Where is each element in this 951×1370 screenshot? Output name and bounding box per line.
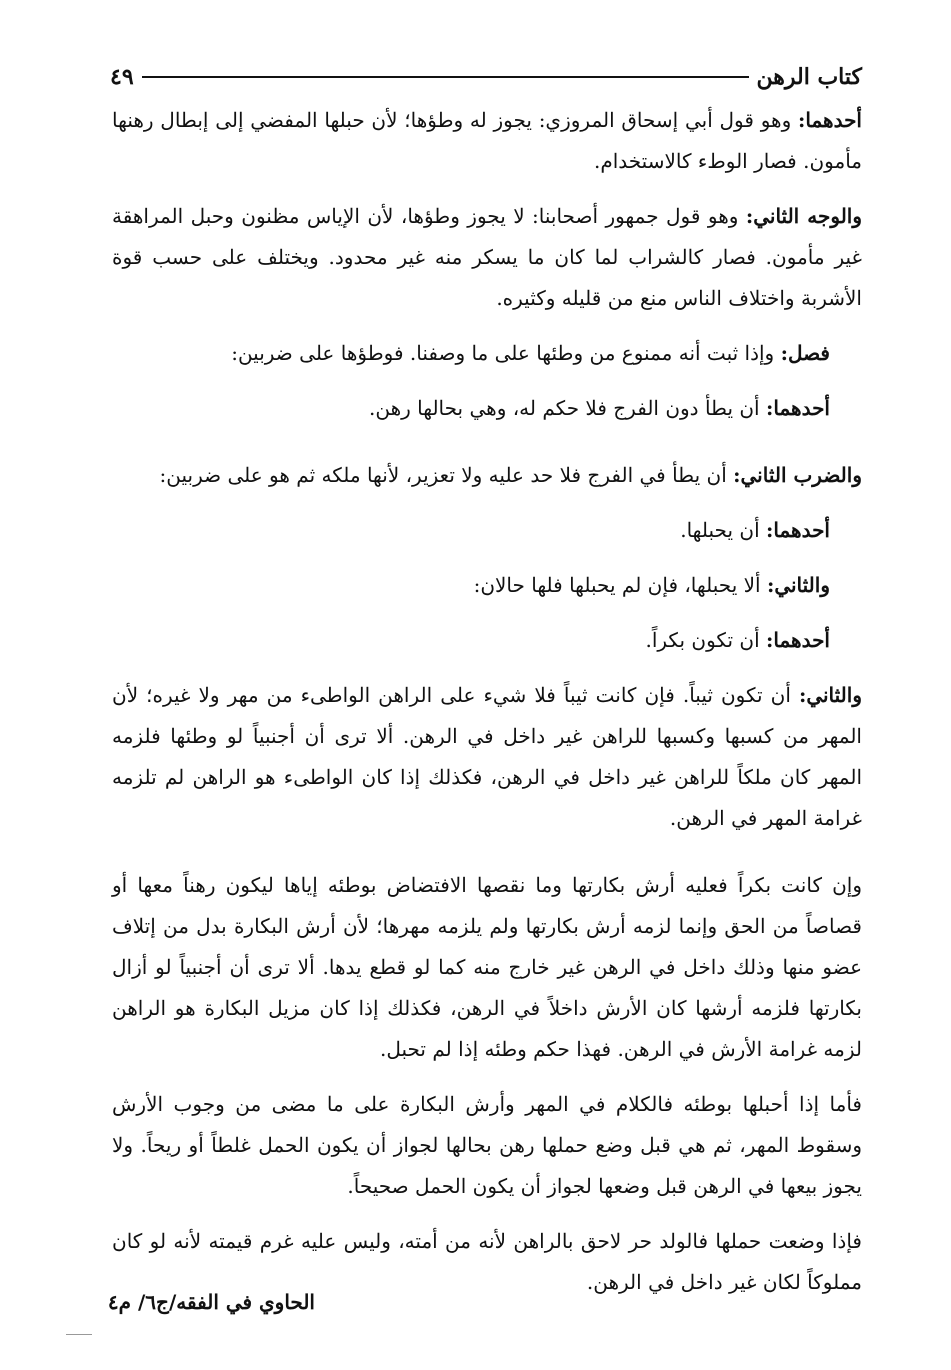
paragraph-5 bbox=[112, 455, 862, 496]
paragraph-2 bbox=[112, 196, 862, 319]
paragraph-lead: أحدهما: bbox=[765, 518, 830, 542]
paragraph-lead: والثاني: bbox=[766, 573, 830, 597]
paragraph-4 bbox=[112, 388, 862, 429]
header-rule bbox=[142, 76, 749, 78]
paragraph-text: وهو قول أبي إسحاق المروزي: يجوز له وطؤها؛ لأن حبلها المفضي إلى إبطال رهنها مأمون. فصار الوطء كالاستخدام. bbox=[112, 108, 862, 173]
paragraph-lead: فصل: bbox=[780, 341, 830, 365]
paragraph-lead: أحدهما: bbox=[765, 396, 830, 420]
footer-signature: الحاوي في الفقه/ج٦/ م٤ bbox=[107, 1290, 315, 1314]
paragraph-lead: أحدهما: bbox=[765, 628, 830, 652]
paragraph-11 bbox=[112, 1084, 862, 1207]
paragraph-7 bbox=[112, 565, 862, 606]
running-header bbox=[110, 60, 862, 94]
paragraph-text: وإذا ثبت أنه ممنوع من وطئها على ما وصفنا. فوطؤها على ضربين: bbox=[231, 341, 781, 365]
paragraph-text: أن يطأ دون الفرج فلا حكم له، وهي بحالها رهن. bbox=[369, 396, 766, 420]
paragraph-text: وهو قول جمهور أصحابنا: لا يجوز وطؤها، لأن الإياس مظنون وحبل المراهقة غير مأمون. فصار كالشراب لما كان ما يسكر منه غير محدود. ويختلف على حسب قوة الأشربة واختلاف الناس منع من قليله وكثيره. bbox=[112, 204, 862, 310]
chapter-title: كتاب الرهن bbox=[756, 64, 862, 90]
paragraph-text: أن يحبلها. bbox=[680, 518, 766, 542]
paragraph-8 bbox=[112, 620, 862, 661]
page-number: ٤٩ bbox=[110, 64, 134, 90]
paragraph-text: أن يطأ في الفرج فلا حد عليه ولا تعزير، لأنها ملكه ثم هو على ضربين: bbox=[159, 463, 734, 487]
paragraph-text: فإذا وضعت حملها فالولد حر لاحق بالراهن لأنه من أمته، وليس عليه غرم قيمته لأنه لو كان مملوكاً لكان غير داخل في الرهن. bbox=[112, 1229, 862, 1294]
paragraph-lead: والثاني: bbox=[798, 683, 862, 707]
paragraph-lead: والضرب الثاني: bbox=[733, 463, 862, 487]
paragraph-lead: والوجه الثاني: bbox=[745, 204, 863, 228]
paragraph-1 bbox=[112, 100, 862, 182]
paragraph-6 bbox=[112, 510, 862, 551]
paragraph-text: أن تكون بكراً. bbox=[645, 628, 766, 652]
paragraph-text: وإن كانت بكراً فعليه أرش بكارتها وما نقصها الافتضاض بوطئه إياها ليكون رهناً معها أو قصاصاً من الحق وإنما لزمه أرش بكارتها ولم يلزمه مهرها؛ لأن أرش البكارة بدل من إتلاف عضو منها وذلك داخل في الرهن غير خارج منه كما لو قطع يدها. ألا ترى أن أجنبياً لو أزال بكارتها فلزمه أرشها كان الأرش داخلاً في الرهن، فكذلك إذا كان مزيل البكارة هو الراهن لزمه غرامة الأرش في الرهن. فهذا حكم وطئه إذا لم تحبل. bbox=[112, 873, 863, 1061]
margin-mark bbox=[66, 1334, 92, 1335]
paragraph-text: فأما إذا أحبلها بوطئه فالكلام في المهر وأرش البكارة على ما مضى من وجوب الأرش وسقوط المهر، ثم هي قبل وضع حملها رهن بحالها لجواز أن يكون الحمل غلطاً أو ريحاً. ولا يجوز بيعها في الرهن قبل وضعها لجواز أن يكون الحمل صحيحاً. bbox=[112, 1092, 862, 1198]
paragraph-10 bbox=[112, 865, 862, 1070]
paragraph-text: أن تكون ثيباً. فإن كانت ثيباً فلا شيء على الراهن الواطىء من مهر ولا غيره؛ لأن المهر من كسبها وكسبها للراهن غير داخل في الرهن. ألا ترى أن أجنبياً لو وطئها فلزمه المهر كان ملكاً للراهن غير داخل في الرهن، فكذلك إذا كان الواطىء هو الراهن لم تلزمه غرامة المهر في الرهن. bbox=[112, 683, 862, 830]
paragraph-lead: أحدهما: bbox=[797, 108, 862, 132]
paragraph-text: ألا يحبلها، فإن لم يحبلها فلها حالان: bbox=[473, 573, 767, 597]
paragraph-3 bbox=[112, 333, 862, 374]
paragraph-9 bbox=[112, 675, 862, 839]
body-text bbox=[112, 100, 862, 1303]
